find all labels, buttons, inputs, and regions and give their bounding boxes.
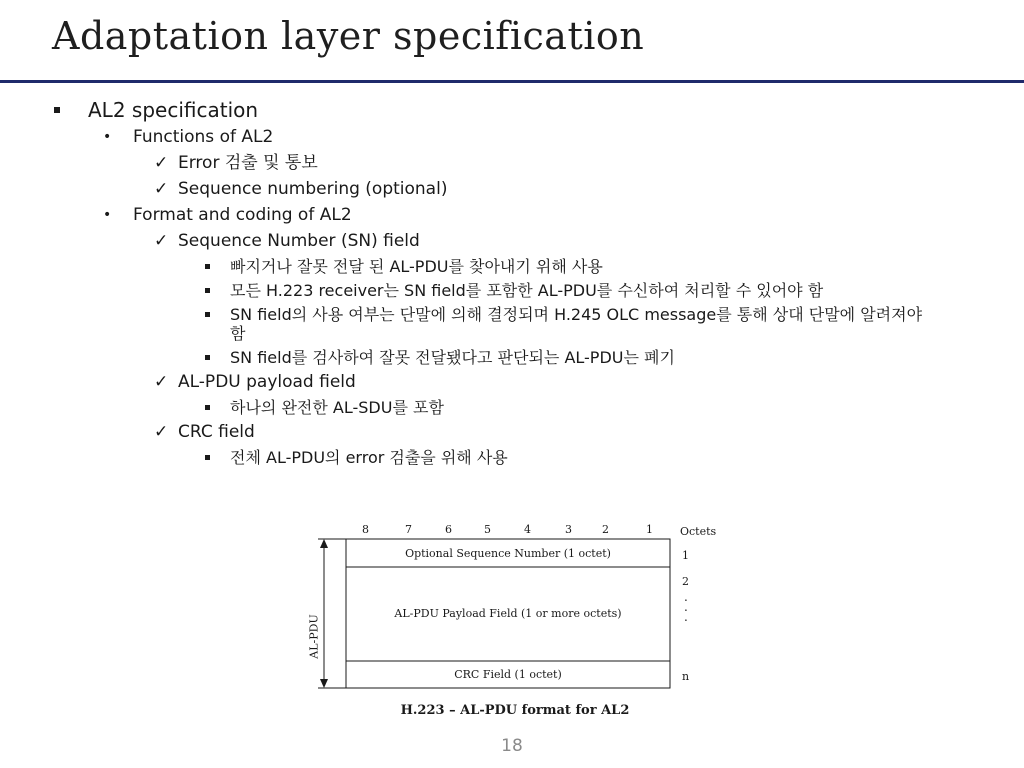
crc-field-label: CRC Field (1 octet) bbox=[454, 668, 562, 681]
outline-item-text: Error 검출 및 통보 bbox=[178, 153, 318, 173]
outline-item-level-1 bbox=[88, 96, 1024, 124]
title-divider bbox=[0, 80, 1024, 83]
outline-item-level-2 bbox=[103, 202, 1024, 228]
outline-item-level-3 bbox=[154, 228, 1024, 254]
round-bullet-icon: • bbox=[103, 207, 112, 223]
outline-item-level-4 bbox=[230, 345, 940, 369]
bit-label: 4 bbox=[524, 523, 531, 536]
outline-item-level-4 bbox=[230, 445, 940, 469]
page-number: 18 bbox=[501, 736, 523, 756]
outline-item-text: Functions of AL2 bbox=[133, 127, 274, 147]
outline-item-level-4 bbox=[230, 254, 940, 278]
square-bullet-icon bbox=[205, 405, 210, 410]
outline-item-text: Sequence numbering (optional) bbox=[178, 179, 448, 199]
checkmark-icon: ✓ bbox=[154, 179, 169, 199]
outline-item-level-3 bbox=[154, 150, 1024, 176]
outline-item-text: SN field의 사용 여부는 단말에 의해 결정되며 H.245 OLC message를 통해 상대 단말에 알려져야 함 bbox=[230, 305, 923, 343]
square-bullet-icon bbox=[205, 355, 210, 360]
outline-item-text: Sequence Number (SN) field bbox=[178, 231, 420, 251]
outline-item-level-3 bbox=[154, 419, 1024, 445]
figure-caption: H.223 – AL-PDU format for AL2 bbox=[400, 703, 630, 718]
outline-item-text: 모든 H.223 receiver는 SN field를 포함한 AL-PDU를 수신하여 처리할 수 있어야 함 bbox=[230, 281, 824, 300]
bit-label: 6 bbox=[445, 523, 452, 536]
bit-label: 8 bbox=[362, 523, 369, 536]
ellipsis-dots: . . . bbox=[684, 590, 688, 624]
outline-item-text: 빠지거나 잘못 전달 된 AL-PDU를 찾아내기 위해 사용 bbox=[230, 257, 603, 276]
outline-item-text: AL2 specification bbox=[88, 98, 259, 122]
bit-label: 2 bbox=[602, 523, 609, 536]
square-bullet-icon bbox=[205, 312, 210, 317]
round-bullet-icon: • bbox=[103, 129, 112, 145]
bit-label: 5 bbox=[484, 523, 491, 536]
slide-title: Adaptation layer specification bbox=[52, 14, 645, 58]
outline-item-text: 하나의 완전한 AL-SDU를 포함 bbox=[230, 398, 444, 417]
bit-label: 1 bbox=[646, 523, 653, 536]
square-bullet-icon bbox=[54, 107, 60, 113]
octets-header: Octets bbox=[680, 525, 717, 538]
payload-field-label: AL-PDU Payload Field (1 or more octets) bbox=[394, 607, 622, 620]
outline-item-level-3 bbox=[154, 176, 1024, 202]
outline-item-level-4 bbox=[230, 302, 940, 345]
outline-item-text: CRC field bbox=[178, 422, 255, 442]
outline-item-text: Format and coding of AL2 bbox=[133, 205, 352, 225]
outline-item-level-4 bbox=[230, 278, 940, 302]
arrow-up-icon bbox=[320, 539, 328, 548]
outline-list bbox=[0, 96, 1024, 469]
outline-item-text: SN field를 검사하여 잘못 전달됐다고 판단되는 AL-PDU는 폐기 bbox=[230, 348, 675, 367]
octet-label: n bbox=[682, 670, 690, 683]
outline-item-text: AL-PDU payload field bbox=[178, 372, 356, 392]
checkmark-icon: ✓ bbox=[154, 231, 169, 251]
square-bullet-icon bbox=[205, 288, 210, 293]
checkmark-icon: ✓ bbox=[154, 422, 169, 442]
bit-label: 7 bbox=[405, 523, 412, 536]
outline-item-level-3 bbox=[154, 369, 1024, 395]
checkmark-icon: ✓ bbox=[154, 372, 169, 392]
outline-item-level-2 bbox=[103, 124, 1024, 150]
square-bullet-icon bbox=[205, 264, 210, 269]
sequence-number-field-label: Optional Sequence Number (1 octet) bbox=[405, 547, 611, 560]
al-pdu-format-diagram bbox=[300, 520, 730, 725]
al-pdu-side-label: AL-PDU bbox=[307, 614, 321, 659]
outline-item-level-4 bbox=[230, 395, 940, 419]
checkmark-icon: ✓ bbox=[154, 153, 169, 173]
octet-label: 2 bbox=[682, 575, 689, 588]
square-bullet-icon bbox=[205, 455, 210, 460]
arrow-down-icon bbox=[320, 679, 328, 688]
octet-label: 1 bbox=[682, 549, 689, 562]
outline-item-text: 전체 AL-PDU의 error 검출을 위해 사용 bbox=[230, 448, 508, 467]
bit-label: 3 bbox=[565, 523, 572, 536]
